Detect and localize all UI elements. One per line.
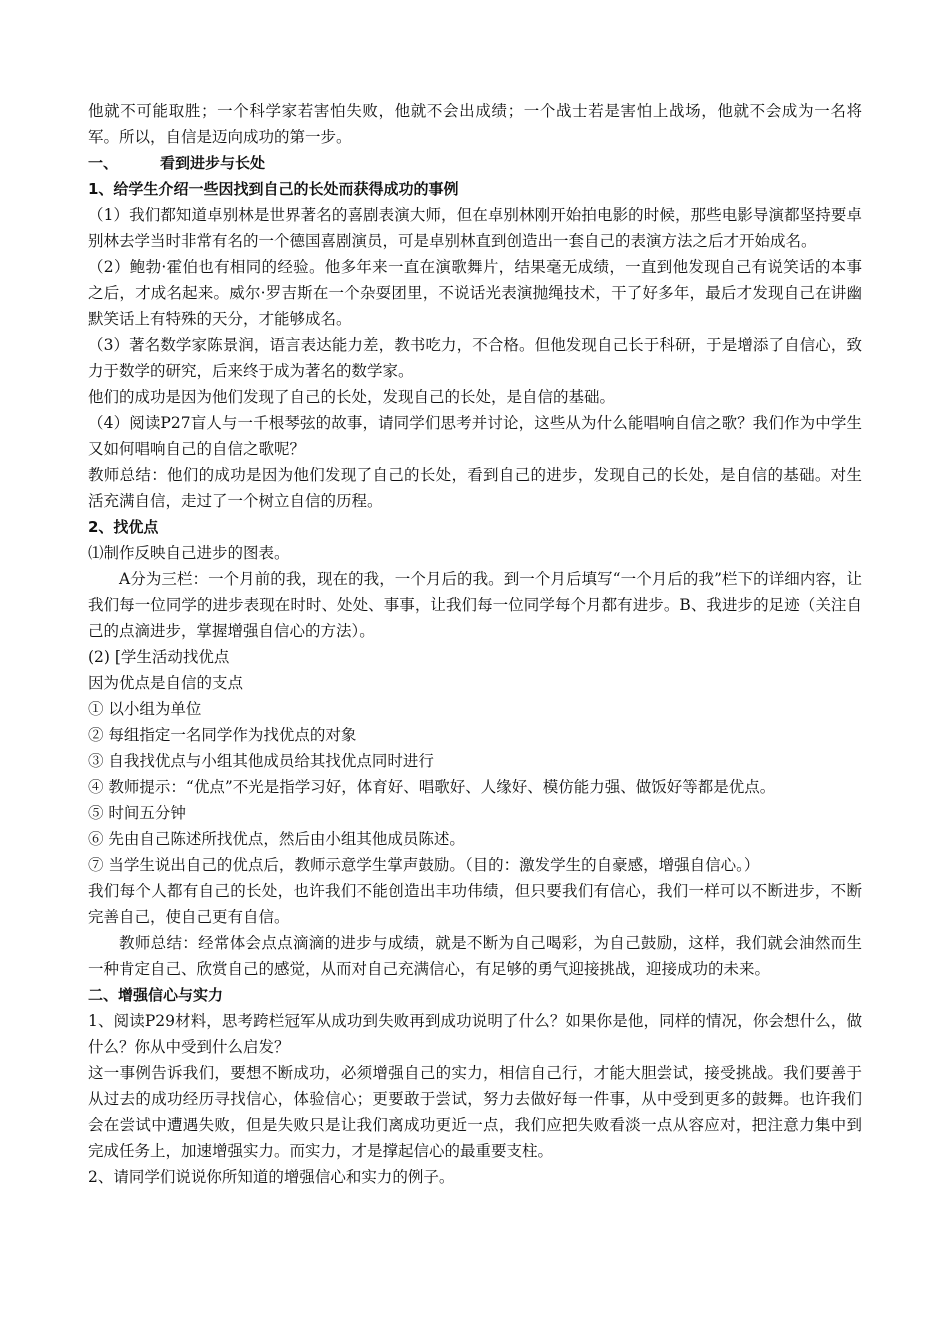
case-bob-hope: （2）鲍勃·霍伯也有相同的经验。他多年来一直在演歌舞片，结果毫无成绩，一直到他发现自己有说笑话的本事之后，才成名起来。威尔·罗吉斯在一个杂耍团里，不说话光表演抛绳技术，干了好多年，最后才发现自己在讲幽默笑话上有特殊的天分，才能够成名。 xyxy=(88,258,862,328)
activity-step: ③ 自我找优点与小组其他成员给其找优点同时进行 xyxy=(88,752,434,770)
activity-step: ② 每组指定一名同学作为找优点的对象 xyxy=(88,726,357,744)
reading-answer: 这一事例告诉我们，要想不断成功，必须增强自己的实力，相信自己行，才能大胆尝试，接受挑战。我们要善于从过去的成功经历寻找信心，体验信心；更要敢于尝试，努力去做好每一件事，从中受到更多的鼓舞。也许我们会在尝试中遭遇失败，但是失败只是让我们离成功更近一点，我们应把失败看淡一点从容应对，把注意力集中到完成任务上，加速增强实力。而实力，才是撑起信心的最重要支柱。 xyxy=(88,1064,862,1160)
activity-step: ④ 教师提示：“优点”不光是指学习好，体育好、唱歌好、人缘好、模仿能力强、做饭好等都是优点。 xyxy=(88,778,776,796)
activity-reason: 因为优点是自信的支点 xyxy=(88,674,244,692)
example-task: 2、请同学们说说你所知道的增强信心和实力的例子。 xyxy=(88,1168,455,1186)
activity-step: ① 以小组为单位 xyxy=(88,700,202,718)
activity-step: ⑦ 当学生说出自己的优点后，教师示意学生掌声鼓励。（目的：激发学生的自豪感，增强自信心。） xyxy=(88,856,760,874)
section-two-heading: 二、增强信心与实力 xyxy=(88,986,224,1004)
activity-summary: 我们每个人都有自己的长处，也许我们不能创造出丰功伟绩，但只要我们有信心，我们一样可以不断进步，不断完善自己，使自己更有自信。 xyxy=(88,882,862,926)
teacher-summary-two: 教师总结：经常体会点点滴滴的进步与成绩，就是不断为自己喝彩，为自己鼓励，这样，我们就会油然而生一种肯定自己、欣赏自己的感觉，从而对自己充满信心，有足够的勇气迎接挑战，迎接成功的未来。 xyxy=(88,934,862,978)
subsection-two-heading: 2、找优点 xyxy=(88,518,159,536)
section-one-title: 看到进步与长处 xyxy=(160,154,266,172)
cases-summary: 他们的成功是因为他们发现了自己的长处，发现自己的长处，是自信的基础。 xyxy=(88,388,616,406)
case-chen-jingrun: （3）著名数学家陈景润，语言表达能力差，教书吃力，不合格。但他发现自己长于科研，于是增添了自信心，致力于数学的研究，后来终于成为著名的数学家。 xyxy=(88,336,862,380)
intro-paragraph: 他就不可能取胜；一个科学家若害怕失败，他就不会出成绩；一个战士若是害怕上战场，他就不会成为一名将军。所以，自信是迈向成功的第一步。 xyxy=(88,102,862,146)
case-chaplin: （1）我们都知道卓别林是世界著名的喜剧表演大师，但在卓别林刚开始拍电影的时候，那些电影导演都坚持要卓别林去学当时非常有名的一个德国喜剧演员，可是卓别林直到创造出一套自己的表演方法之后才开始成名。 xyxy=(88,206,862,250)
chart-detail: A分为三栏：一个月前的我，现在的我，一个月后的我。到一个月后填写“一个月后的我”栏下的详细内容，让我们每一位同学的进步表现在时时、处处、事事，让我们每一位同学每个月都有进步。B、我进步的足迹（关注自己的点滴进步，掌握增强自信心的方法）。 xyxy=(88,570,862,640)
activity-step: ⑤ 时间五分钟 xyxy=(88,804,186,822)
chart-task: ⑴制作反映自己进步的图表。 xyxy=(88,544,290,562)
subsection-one-heading: 1、给学生介绍一些因找到自己的长处而获得成功的事例 xyxy=(88,180,459,198)
document-page xyxy=(88,98,862,1190)
activity-step: ⑥ 先由自己陈述所找优点，然后由小组其他成员陈述。 xyxy=(88,830,465,848)
activity-title: (2) [学生活动找优点 xyxy=(88,648,230,666)
section-one-heading xyxy=(88,150,862,176)
section-one-number: 一、 xyxy=(88,154,119,172)
case-reading-p27: （4）阅读P27盲人与一千根琴弦的故事，请同学们思考并讨论，这些从为什么能唱响自信之歌？我们作为中学生又如何唱响自己的自信之歌呢？ xyxy=(88,414,862,458)
reading-task: 1、阅读P29材料，思考跨栏冠军从成功到失败再到成功说明了什么？如果你是他，同样的情况，你会想什么，做什么？你从中受到什么启发？ xyxy=(88,1012,862,1056)
teacher-summary-one: 教师总结：他们的成功是因为他们发现了自己的长处，看到自己的进步，发现自己的长处，是自信的基础。对生活充满自信，走过了一个树立自信的历程。 xyxy=(88,466,862,510)
